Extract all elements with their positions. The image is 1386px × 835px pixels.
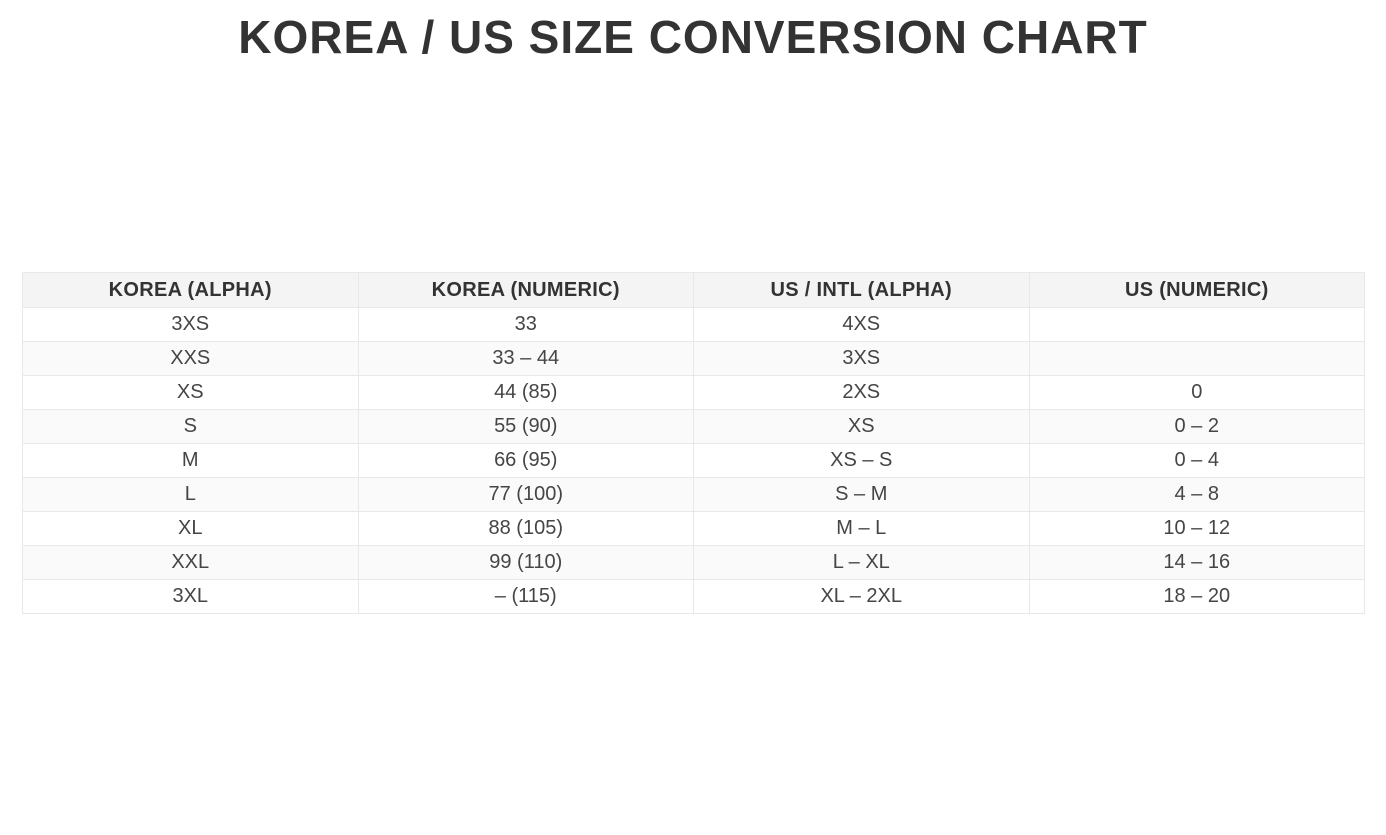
table-row <box>23 546 1365 580</box>
table-cell: 33 <box>358 308 694 342</box>
table-cell: M – L <box>694 512 1030 546</box>
column-header: KOREA (ALPHA) <box>23 273 359 308</box>
table-cell <box>1029 308 1365 342</box>
table-cell: L – XL <box>694 546 1030 580</box>
table-cell: M <box>23 444 359 478</box>
table-cell: 3XS <box>23 308 359 342</box>
table-row <box>23 512 1365 546</box>
table-row <box>23 478 1365 512</box>
table-cell: S <box>23 410 359 444</box>
table-cell: 55 (90) <box>358 410 694 444</box>
table-cell: 3XS <box>694 342 1030 376</box>
table-cell: XS – S <box>694 444 1030 478</box>
table-cell: XS <box>23 376 359 410</box>
table-cell: S – M <box>694 478 1030 512</box>
table-cell: 4XS <box>694 308 1030 342</box>
table-cell: 0 <box>1029 376 1365 410</box>
table-header <box>23 273 1365 308</box>
table-row <box>23 308 1365 342</box>
table-row <box>23 580 1365 614</box>
table-body <box>23 308 1365 614</box>
table-cell: 10 – 12 <box>1029 512 1365 546</box>
table-cell <box>1029 342 1365 376</box>
table-row <box>23 342 1365 376</box>
table-cell: XS <box>694 410 1030 444</box>
page-title: KOREA / US SIZE CONVERSION CHART <box>238 11 1148 63</box>
table-cell: 18 – 20 <box>1029 580 1365 614</box>
size-conversion-table <box>22 272 1365 614</box>
table-cell: 33 – 44 <box>358 342 694 376</box>
table-container <box>22 272 1365 614</box>
table-cell: XL – 2XL <box>694 580 1030 614</box>
table-row <box>23 444 1365 478</box>
column-header: US (NUMERIC) <box>1029 273 1365 308</box>
column-header: US / INTL (ALPHA) <box>694 273 1030 308</box>
table-cell: 14 – 16 <box>1029 546 1365 580</box>
table-cell: 77 (100) <box>358 478 694 512</box>
table-cell: XXL <box>23 546 359 580</box>
table-cell: XL <box>23 512 359 546</box>
table-cell: 66 (95) <box>358 444 694 478</box>
table-cell: 88 (105) <box>358 512 694 546</box>
column-header: KOREA (NUMERIC) <box>358 273 694 308</box>
table-cell: 2XS <box>694 376 1030 410</box>
table-cell: XXS <box>23 342 359 376</box>
table-cell: 0 – 4 <box>1029 444 1365 478</box>
table-cell: – (115) <box>358 580 694 614</box>
table-cell: L <box>23 478 359 512</box>
table-cell: 0 – 2 <box>1029 410 1365 444</box>
table-cell: 99 (110) <box>358 546 694 580</box>
table-row <box>23 410 1365 444</box>
table-cell: 4 – 8 <box>1029 478 1365 512</box>
table-cell: 44 (85) <box>358 376 694 410</box>
table-row <box>23 376 1365 410</box>
table-header-row <box>23 273 1365 308</box>
table-cell: 3XL <box>23 580 359 614</box>
